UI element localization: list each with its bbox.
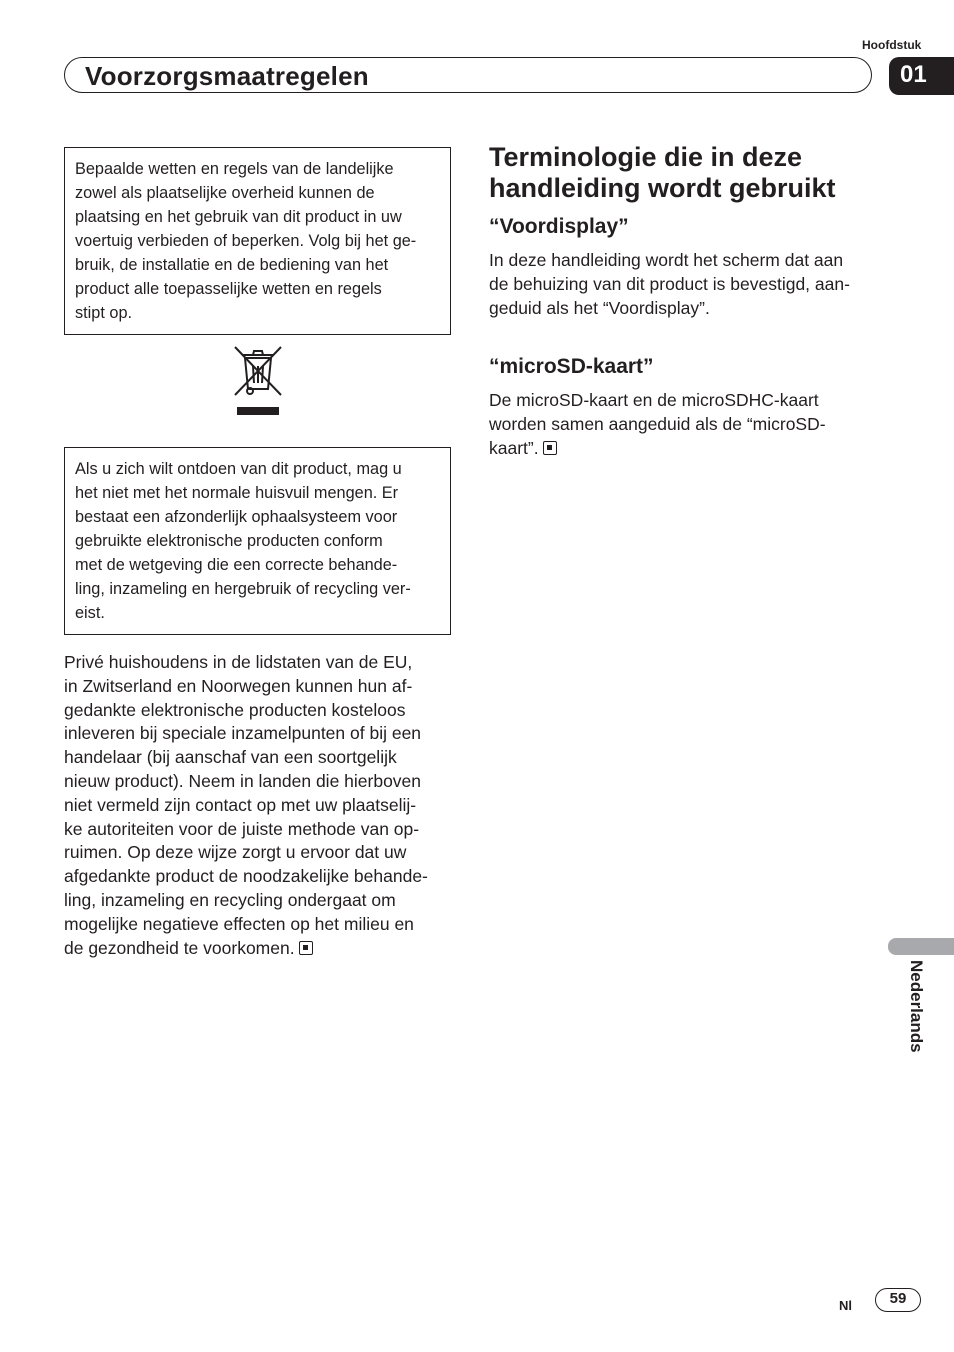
disposal-notice-line: ling, inzameling en hergebruik of recycling ver- [75, 580, 411, 598]
legal-notice-line: voertuig verbieden of beperken. Volg bij het ge- [75, 232, 417, 250]
crossed-out-wheelie-bin-icon [233, 345, 283, 417]
body-line: ke autoriteiten voor de juiste methode van op- [64, 818, 420, 839]
section-title-line: Terminologie die in deze [489, 142, 803, 172]
body-line: worden samen aangeduid als de “microSD- [489, 413, 826, 434]
footer-language-code: Nl [839, 1298, 852, 1313]
body-line: ling, inzameling en recycling ondergaat om [64, 889, 396, 910]
end-of-section-icon [299, 941, 313, 955]
legal-notice-line: plaatsing en het gebruik van dit product in uw [75, 208, 402, 226]
chapter-number: 01 [889, 57, 954, 95]
voordisplay-text [489, 249, 889, 320]
legal-notice-line: stipt op. [75, 304, 133, 322]
language-tab [888, 938, 954, 955]
disposal-notice-line: het niet met het normale huisvuil mengen. Er [75, 484, 399, 502]
disposal-notice-line: Als u zich wilt ontdoen van dit product, mag u [75, 460, 402, 478]
legal-notice-line: Bepaalde wetten en regels van de landelijke [75, 160, 394, 178]
section-title [489, 142, 889, 204]
body-line: De microSD-kaart en de microSDHC-kaart [489, 390, 819, 410]
body-line: afgedankte product de noodzakelijke behande- [64, 866, 428, 887]
page-number: 59 [875, 1288, 921, 1312]
body-line: nieuw product). Neem in landen die hierboven [64, 770, 422, 791]
chapter-title: Voorzorgsmaatregelen [85, 61, 369, 91]
disposal-notice-line: bestaat een afzonderlijk ophaalsysteem voor [75, 508, 398, 526]
body-line: kaart”. [489, 437, 539, 458]
body-line: mogelijke negatieve effecten op het milieu en [64, 913, 414, 934]
end-of-section-icon [543, 441, 557, 455]
voordisplay-heading: “Voordisplay” [489, 215, 629, 238]
body-line-last [489, 437, 889, 461]
legal-notice-line: product alle toepasselijke wetten en regels [75, 280, 382, 298]
disposal-body-text [64, 651, 456, 960]
disposal-notice-line: eist. [75, 604, 105, 622]
language-label: Nederlands [907, 960, 926, 1053]
body-line: in Zwitserland en Noorwegen kunnen hun af- [64, 675, 413, 696]
disposal-notice-box [64, 447, 451, 635]
body-line: ruimen. Op deze wijze zorgt u ervoor dat uw [64, 842, 407, 863]
chapter-label: Hoofdstuk [862, 38, 922, 52]
legal-notice-line: bruik, de installatie en de bediening van het [75, 256, 389, 274]
chapter-title-bar [64, 57, 872, 93]
microsd-heading: “microSD-kaart” [489, 355, 654, 378]
body-line: inleveren bij speciale inzamelpunten of bij een [64, 723, 422, 744]
disposal-notice-line: gebruikte elektronische producten conform [75, 532, 383, 550]
microsd-text [489, 389, 889, 460]
body-line: gedankte elektronische producten kosteloos [64, 699, 406, 720]
section-title-line: handleiding wordt gebruikt [489, 173, 836, 203]
body-line: Privé huishoudens in de lidstaten van de EU, [64, 652, 413, 672]
body-line: In deze handleiding wordt het scherm dat aan [489, 250, 844, 270]
body-line: de gezondheid te voorkomen. [64, 937, 295, 958]
body-line: geduid als het “Voordisplay”. [489, 297, 710, 318]
body-line: de behuizing van dit product is bevestigd, aan- [489, 273, 850, 294]
body-line-last [64, 937, 456, 961]
legal-notice-line: zowel als plaatselijke overheid kunnen de [75, 184, 375, 202]
body-line: handelaar (bij aanschaf van een soortgelijk [64, 747, 397, 768]
disposal-notice-line: met de wetgeving die een correcte behande- [75, 556, 398, 574]
body-line: niet vermeld zijn contact op met uw plaatselij- [64, 794, 417, 815]
legal-notice-box [64, 147, 451, 335]
